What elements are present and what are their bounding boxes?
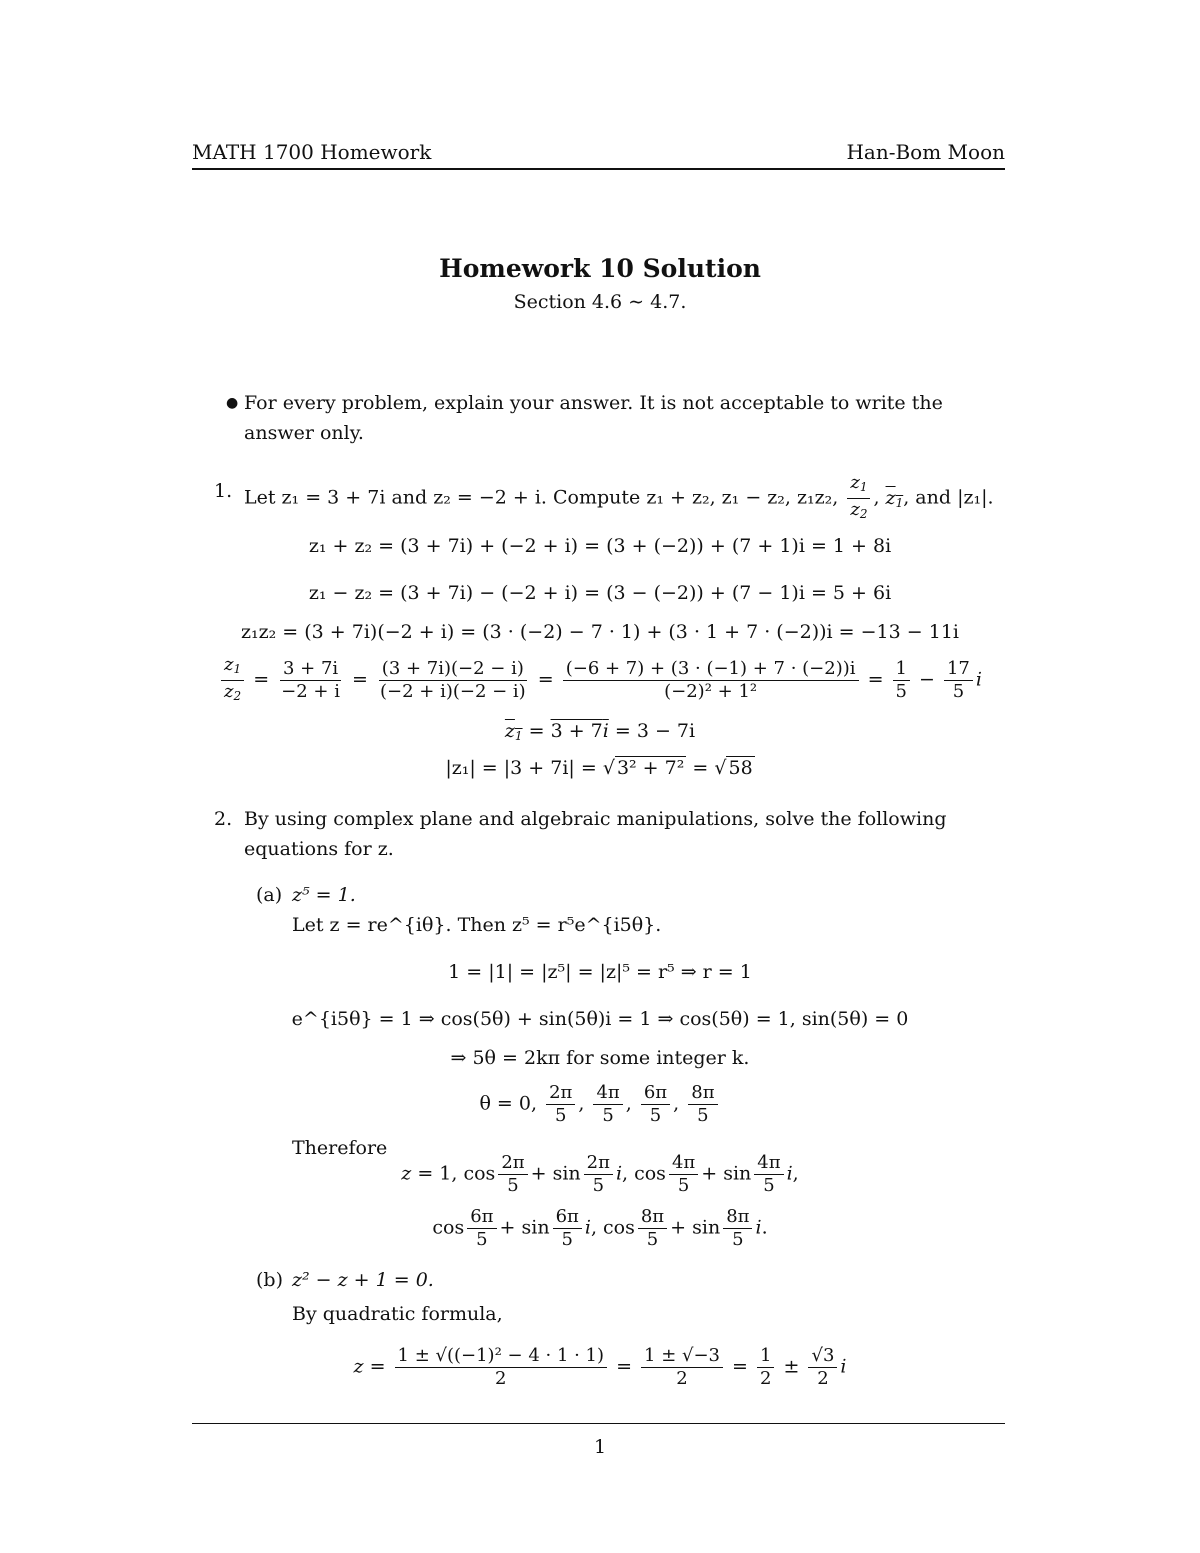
- quadratic-num-1: 1 ± √((−1)² − 4 · 1 · 1): [395, 1345, 608, 1368]
- part-a-substitution: Let z = re^{iθ}. Then z⁵ = r⁵e^{i5θ}.: [292, 914, 662, 936]
- quotient-num-2: (3 + 7i)(−2 − i): [379, 658, 527, 681]
- problem-2-number: 2.: [214, 808, 233, 830]
- part-b-text: By quadratic formula,: [292, 1303, 503, 1325]
- result-real-den: 5: [895, 681, 907, 702]
- quotient-num-3: (−6 + 7) + (3 · (−1) + 7 · (−2))i: [563, 658, 859, 681]
- modulus-result: 58: [728, 757, 753, 779]
- conjugate-symbol: $z_1$: [885, 486, 904, 510]
- equation-integer-k: ⇒ 5θ = 2kπ for some integer k.: [450, 1047, 750, 1069]
- modulus-radicand: 3² + 7²: [616, 757, 685, 779]
- quotient-fraction: $\frac{z_1}{z_2}$: [847, 472, 870, 525]
- page-subtitle: Section 4.6 ∼ 4.7.: [513, 291, 687, 313]
- equation-conjugate: $z_1 = 3 + 7i = 3 - 7i$: [504, 720, 696, 743]
- equation-theta-values: θ = 0, $\frac{2\pi}{5}$ , $\frac{4\pi}{5}$ , $\frac{6\pi}{5}$ , $\frac{8\pi}{5}$: [0, 1082, 1200, 1127]
- footer-rule: [192, 1423, 1005, 1424]
- part-b-label: (b): [256, 1269, 283, 1291]
- quotient-den-1: −2 + i: [281, 681, 340, 702]
- part-b-equation: z² − z + 1 = 0.: [292, 1269, 434, 1291]
- equation-quotient: $\frac{z_1}{z_2}$ = $\frac{3 + 7i}{-2 + i}$ = $\frac{(3 + 7i)(-2 - i)}{(-2 + i)(-2 - i)}$ = $\frac{(-6 + 7) + (3 \cdot (-1) + 7 \cdot (-2))i}{\text{(−2)² + 1²}}$ = $\frac{1}{5}$ − $\frac{17}{5}$ i: [0, 654, 1200, 707]
- problem-1-lead: Let z₁ = 3 + 7i and z₂ = −2 + i. Compute z₁ + z₂, z₁ − z₂, z₁z₂,: [244, 486, 839, 509]
- equation-product: z₁z₂ = (3 + 7i)(−2 + i) = (3 · (−2) − 7 · 1) + (3 · 1 + 7 · (−2))i = −13 − 11i: [241, 621, 959, 643]
- equation-modulus: |z₁| = |3 + 7i| = √ 3² + 7² = √ 58: [445, 757, 753, 779]
- quotient-den-2: (−2 + i)(−2 − i): [379, 681, 526, 702]
- result-real-num: 1: [893, 658, 910, 681]
- result-imag-num: 17: [944, 658, 973, 681]
- header-rule: [192, 168, 1005, 170]
- equation-quadratic: z = $\frac{\text{1 ± √((−1)² − 4 · 1 · 1)}}{2}$ = $\frac{1 \pm √-3}{2}$ = $\frac{1}{2}$ ± $\frac{√3}{2}$ i: [353, 1345, 847, 1389]
- problem-1-number: 1.: [214, 480, 233, 502]
- quadratic-den-2: 2: [676, 1368, 688, 1389]
- page-number: 1: [593, 1436, 607, 1458]
- part-a-label: (a): [256, 884, 283, 906]
- equation-sum: z₁ + z₂ = (3 + 7i) + (−2 + i) = (3 + (−2)) + (7 + 1)i = 1 + 8i: [308, 535, 892, 557]
- bullet-icon: ●: [226, 395, 239, 411]
- equation-modulus-root: 1 = |1| = |z⁵| = |z|⁵ = r⁵ ⇒ r = 1: [448, 961, 752, 983]
- part-a-equation: z⁵ = 1.: [292, 884, 356, 906]
- quadratic-root-num: √3: [808, 1345, 837, 1368]
- running-header: [192, 140, 1005, 166]
- author-label: Han-Bom Moon: [846, 140, 1005, 164]
- therefore-label: Therefore: [292, 1137, 388, 1159]
- roots-line-1: z = 1, cos $\frac{2\pi}{5}$ + sin $\frac{2\pi}{5}$ i, cos $\frac{4\pi}{5}$ + sin $\frac{4\pi}{5}$ i,: [401, 1152, 799, 1196]
- quotient-num-1: 3 + 7i: [280, 658, 341, 681]
- course-label: MATH 1700 Homework: [192, 140, 432, 164]
- problem-2-statement: By using complex plane and algebraic manipulations, solve the following equations for z.: [244, 808, 947, 860]
- conjugate-result: = 3 − 7i: [614, 720, 696, 742]
- roots-line-2: cos $\frac{6\pi}{5}$ + sin $\frac{6\pi}{5}$ i, cos $\frac{8\pi}{5}$ + sin $\frac{8\pi}{5}$ i.: [432, 1206, 768, 1250]
- result-imag-den: 5: [952, 681, 965, 702]
- quadratic-num-2: 1 ± √−3: [641, 1345, 723, 1368]
- equation-angle: e^{i5θ} = 1 ⇒ cos(5θ) + sin(5θ)i = 1 ⇒ cos(5θ) = 1, sin(5θ) = 0: [291, 1008, 909, 1030]
- theta-lead: θ = 0,: [479, 1092, 538, 1115]
- modulus-equals: =: [692, 757, 709, 779]
- modulus-lhs: |z₁| = |3 + 7i| =: [445, 757, 597, 779]
- quadratic-den-1: 2: [495, 1368, 507, 1389]
- problem-1-tail: and |z₁|.: [915, 486, 994, 509]
- equation-difference: z₁ − z₂ = (3 + 7i) − (−2 + i) = (3 − (−2)) + (7 − 1)i = 5 + 6i: [308, 582, 892, 604]
- quotient-den-3: (−2)² + 1²: [664, 681, 758, 702]
- problem-1-statement: Let z₁ = 3 + 7i and z₂ = −2 + i. Compute z₁ + z₂, z₁ − z₂, z₁z₂, $\frac{z_1}{z_2}$ , $z_1$, and |z₁|.: [244, 472, 1009, 525]
- page-title: Homework 10 Solution: [439, 254, 761, 283]
- instruction-text: For every problem, explain your answer. It is not acceptable to write the answer only.: [244, 392, 943, 444]
